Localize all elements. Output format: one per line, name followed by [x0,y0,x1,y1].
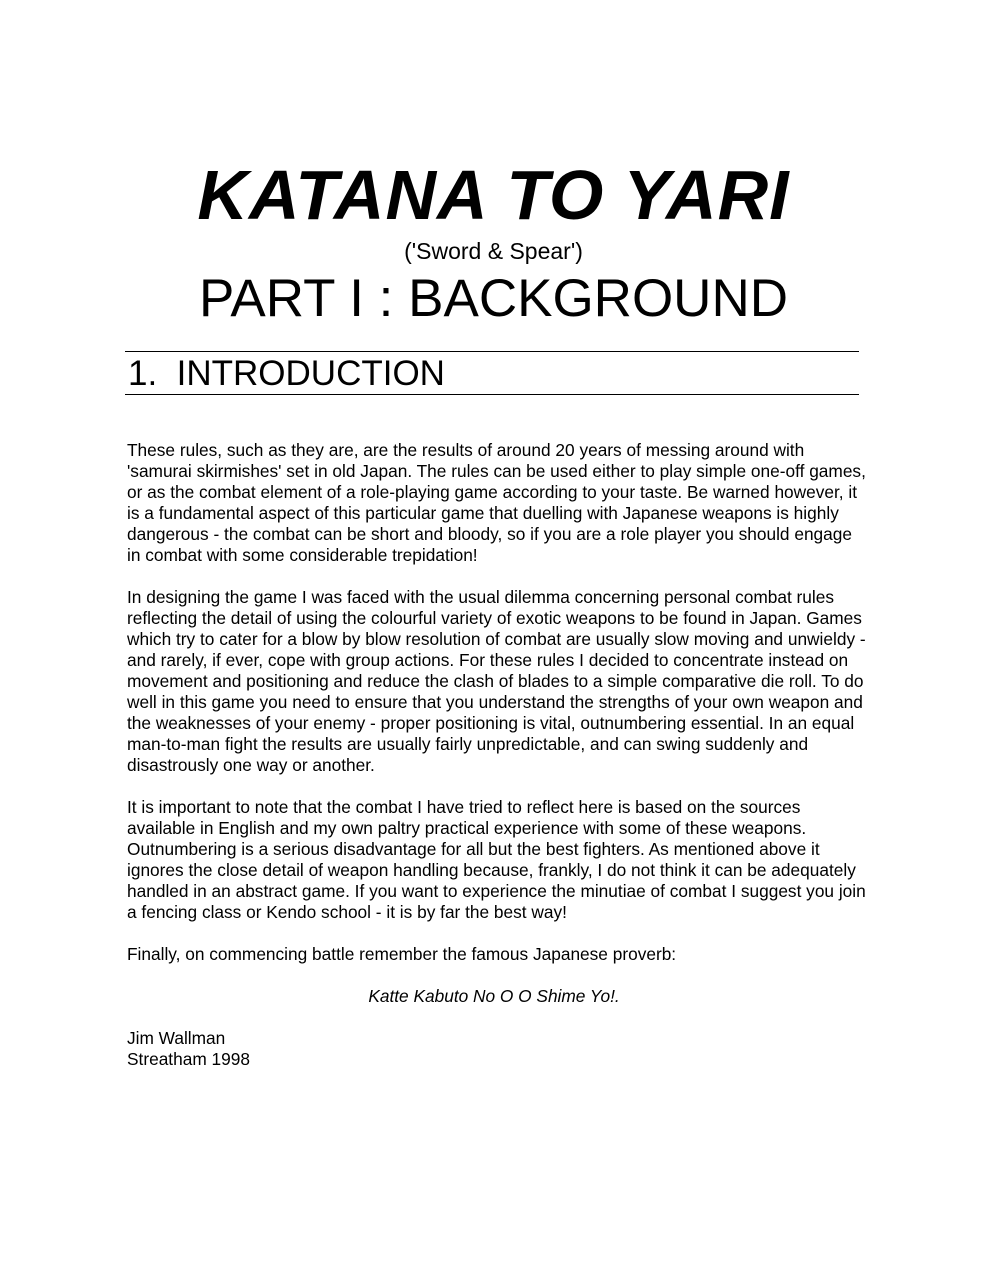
signature-name: Jim Wallman [127,1028,226,1048]
section-heading [125,351,859,395]
signature-place-year: Streatham 1998 [127,1049,250,1069]
proverb: Katte Kabuto No O O Shime Yo!. [368,986,620,1006]
document-subtitle: ('Sword & Spear') [404,238,583,264]
paragraph-4: Finally, on commencing battle remember the famous Japanese proverb: [127,944,677,964]
paragraph-1: These rules, such as they are, are the results of around 20 years of messing around with 'samurai skirmishes' set in old Japan. The rules can be used either to play simple one-off games, or as the combat element of a role-playing game according to your taste. Be warned however, it is a fundamental aspect of this particular game that duelling with Japanese weapons is highly dangerous - the combat can be short and bloody, so if you are a role player you should engage in combat with some considerable trepidation! [127,440,866,565]
paragraph-3: It is important to note that the combat I have tried to reflect here is based on the sources available in English and my own paltry practical experience with some of these weapons. Outnumbering is a serious disadvantage for all but the best fighters. As mentioned above it ignores the close detail of weapon handling because, frankly, I do not think it can be adequately handled in an abstract game. If you want to experience the minutiae of combat I suggest you join a fencing class or Kendo school - it is by far the best way! [127,797,866,922]
document-title: KATANA TO YARI [197,156,790,234]
body-text [127,440,867,1070]
paragraph-2: In designing the game I was faced with the usual dilemma concerning personal combat rules reflecting the detail of using the colourful variety of exotic weapons to be found in Japan. Games which try to cater for a blow by blow resolution of combat are usually slow moving and unwieldy - and rarely, if ever, cope with group actions. For these rules I decided to concentrate instead on movement and positioning and reduce the clash of blades to a simple comparative die roll. To do well in this game you need to ensure that you understand the strengths of your own weapon and the weaknesses of your enemy - proper positioning is vital, outnumbering essential. In an equal man-to-man fight the results are usually fairly unpredictable, and can swing suddenly and disastrously one way or another. [127,587,866,775]
signature [127,1028,867,1070]
part-heading: PART I : BACKGROUND [198,269,788,328]
section-heading-text: 1. INTRODUCTION [128,354,445,393]
